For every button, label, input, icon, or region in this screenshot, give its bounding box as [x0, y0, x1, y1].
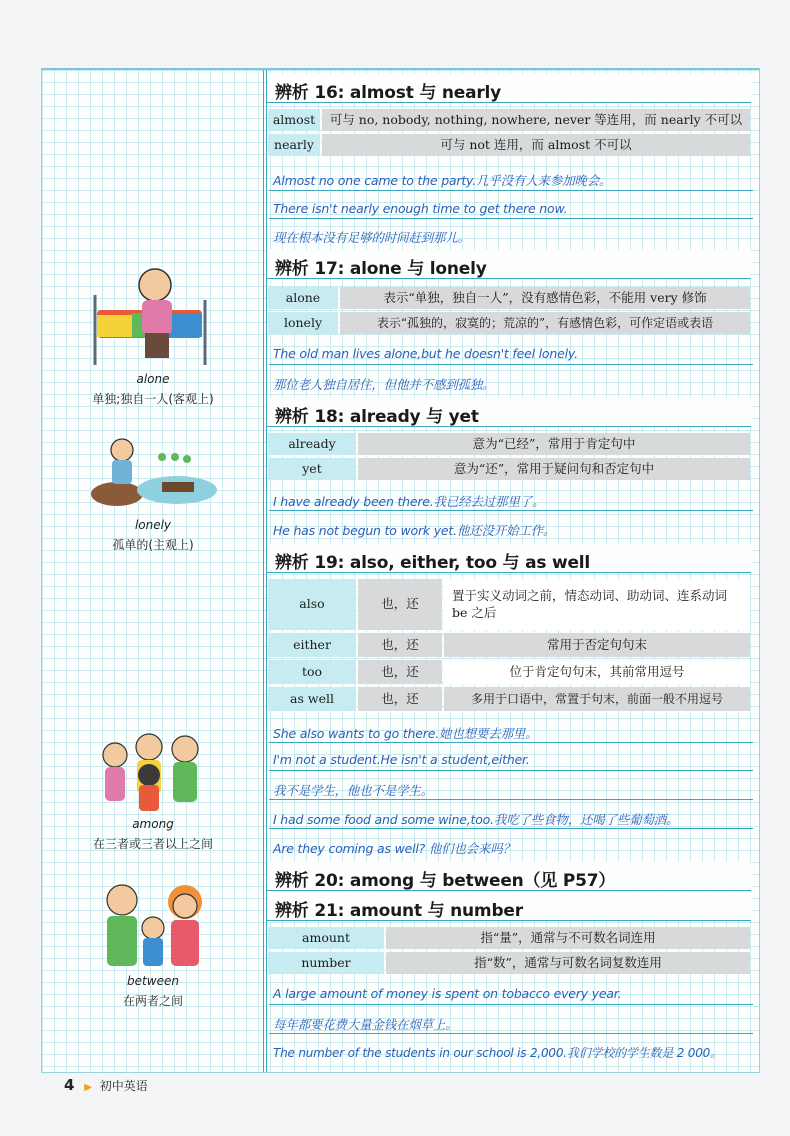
- ruled-line: [269, 1004, 753, 1005]
- table-row: [267, 286, 751, 310]
- example-sentence: The old man lives alone,but he doesn't feel lonely.: [273, 346, 578, 361]
- ruled-line: [269, 1033, 753, 1034]
- example-sentence: 每年都要花费大量金钱在烟草上。: [273, 1017, 458, 1032]
- table-desc-cell: 置于实义动词之前，情态动词、助动词、连系动词 be 之后: [444, 579, 750, 630]
- table-meaning-cell: 也，还: [358, 579, 442, 630]
- table-word-cell: as well: [268, 687, 356, 711]
- ruled-line: [269, 770, 753, 771]
- table-desc-cell: 表示“孤独的，寂寞的；荒凉的”，有感情色彩，可作定语或表语: [340, 312, 750, 334]
- example-sentence: 那位老人独自居住，但他并不感到孤独。: [273, 377, 495, 392]
- triangle-arrow-icon: ▶: [84, 1082, 92, 1093]
- alone-caption-word: alone: [136, 372, 170, 386]
- table-row: [267, 926, 751, 950]
- table-row: [267, 686, 751, 712]
- page-footer: [64, 1076, 148, 1094]
- table-word-cell: alone: [268, 287, 338, 309]
- lonely-illustration: [82, 432, 222, 517]
- ruled-line: [269, 218, 753, 219]
- section-17-table: [267, 286, 751, 336]
- table-row: [267, 578, 751, 631]
- table-word-cell: number: [268, 952, 384, 974]
- table-word-cell: yet: [268, 458, 356, 480]
- table-meaning-cell: 也，还: [358, 633, 442, 657]
- notebook-page: [41, 68, 760, 1073]
- table-desc-cell: 可与 no, nobody, nothing, nowhere, never 等连用，而 nearly 不可以: [322, 109, 750, 131]
- table-desc-cell: 位于肯定句句末，其前常用逗号: [444, 660, 750, 684]
- table-row: [267, 432, 751, 456]
- alone-caption-note: 单独;独自一人(客观上): [92, 392, 214, 406]
- between-caption-word: between: [127, 974, 179, 988]
- among-caption-word: among: [132, 817, 174, 831]
- example-sentence: 现在根本没有足够的时间赶到那儿。: [273, 230, 470, 245]
- table-desc-cell: 多用于口语中，常置于句末，前面一般不用逗号: [444, 687, 750, 711]
- table-desc-cell: 意为“已经”，常用于肯定句中: [358, 433, 750, 455]
- table-word-cell: too: [268, 660, 356, 684]
- between-caption-note: 在两者之间: [122, 994, 183, 1008]
- section-19-heading: 辨析 19: also, either, too 与 as well: [267, 544, 751, 573]
- between-illustration: [82, 870, 222, 970]
- table-word-cell: already: [268, 433, 356, 455]
- table-desc-cell: 指“量”，通常与不可数名词连用: [386, 927, 750, 949]
- among-caption-note: 在三者或三者以上之间: [92, 837, 213, 851]
- alone-illustration: [82, 255, 222, 375]
- ruled-line: [269, 364, 753, 365]
- table-meaning-cell: 也，还: [358, 687, 442, 711]
- example-sentence: Almost no one came to the party.几乎没有人来参加晚会。: [273, 173, 612, 188]
- book-title: 初中英语: [99, 1079, 148, 1093]
- ruled-line: [269, 799, 753, 800]
- table-word-cell: nearly: [268, 134, 320, 156]
- page-number: 4: [64, 1076, 75, 1094]
- example-sentence: Are they coming as well? 他们也会来吗？: [273, 841, 515, 856]
- table-row: [267, 108, 751, 132]
- table-word-cell: lonely: [268, 312, 338, 334]
- table-desc-cell: 意为“还”，常用于疑问句和否定句中: [358, 458, 750, 480]
- section-18-table: [267, 432, 751, 482]
- table-word-cell: either: [268, 633, 356, 657]
- example-sentence: I have already been there.我已经去过那里了。: [273, 494, 545, 509]
- ruled-line: [269, 742, 753, 743]
- ruled-line: [269, 190, 753, 191]
- example-sentence: I had some food and some wine,too.我吃了些食物，还喝了些葡萄酒。: [273, 812, 679, 827]
- section-21-table: [267, 926, 751, 976]
- table-desc-cell: 表示“单独，独自一人”，没有感情色彩，不能用 very 修饰: [340, 287, 750, 309]
- section-17-heading: 辨析 17: alone 与 lonely: [267, 250, 751, 279]
- section-18-heading: 辨析 18: already 与 yet: [267, 398, 751, 427]
- table-word-cell: also: [268, 579, 356, 630]
- section-19-table: [267, 578, 751, 714]
- example-sentence: There isn't nearly enough time to get there now.: [273, 201, 568, 216]
- example-sentence: 我不是学生，他也不是学生。: [273, 783, 433, 798]
- lonely-caption-word: lonely: [134, 518, 172, 532]
- table-desc-cell: 可与 not 连用，而 almost 不可以: [322, 134, 750, 156]
- section-16-heading: 辨析 16: almost 与 nearly: [267, 74, 751, 103]
- example-sentence: He has not begun to work yet.他还没开始工作。: [273, 523, 556, 538]
- table-row: [267, 659, 751, 685]
- ruled-line: [269, 828, 753, 829]
- table-desc-cell: 常用于否定句句末: [444, 633, 750, 657]
- ruled-line: [269, 510, 753, 511]
- margin-line: [263, 70, 264, 1072]
- section-21-heading: 辨析 21: amount 与 number: [267, 892, 751, 921]
- among-illustration: [82, 725, 222, 815]
- table-row: [267, 632, 751, 658]
- example-sentence: She also wants to go there.她也想要去那里。: [273, 726, 538, 741]
- table-row: [267, 311, 751, 335]
- lonely-caption-note: 孤单的(主观上): [112, 538, 194, 552]
- table-desc-cell: 指“数”，通常与可数名词复数连用: [386, 952, 750, 974]
- example-sentence: A large amount of money is spent on tobacco every year.: [273, 986, 622, 1001]
- table-row: [267, 133, 751, 157]
- example-sentence: I'm not a student.He isn't a student,either.: [273, 752, 530, 767]
- table-word-cell: almost: [268, 109, 320, 131]
- example-sentence: The number of the students in our school is 2,000.我们学校的学生数是 2 000。: [273, 1046, 722, 1060]
- table-meaning-cell: 也，还: [358, 660, 442, 684]
- table-row: [267, 951, 751, 975]
- section-16-table: [267, 108, 751, 158]
- table-row: [267, 457, 751, 481]
- section-20-heading: 辨析 20: among 与 between（见 P57）: [267, 862, 751, 891]
- table-word-cell: amount: [268, 927, 384, 949]
